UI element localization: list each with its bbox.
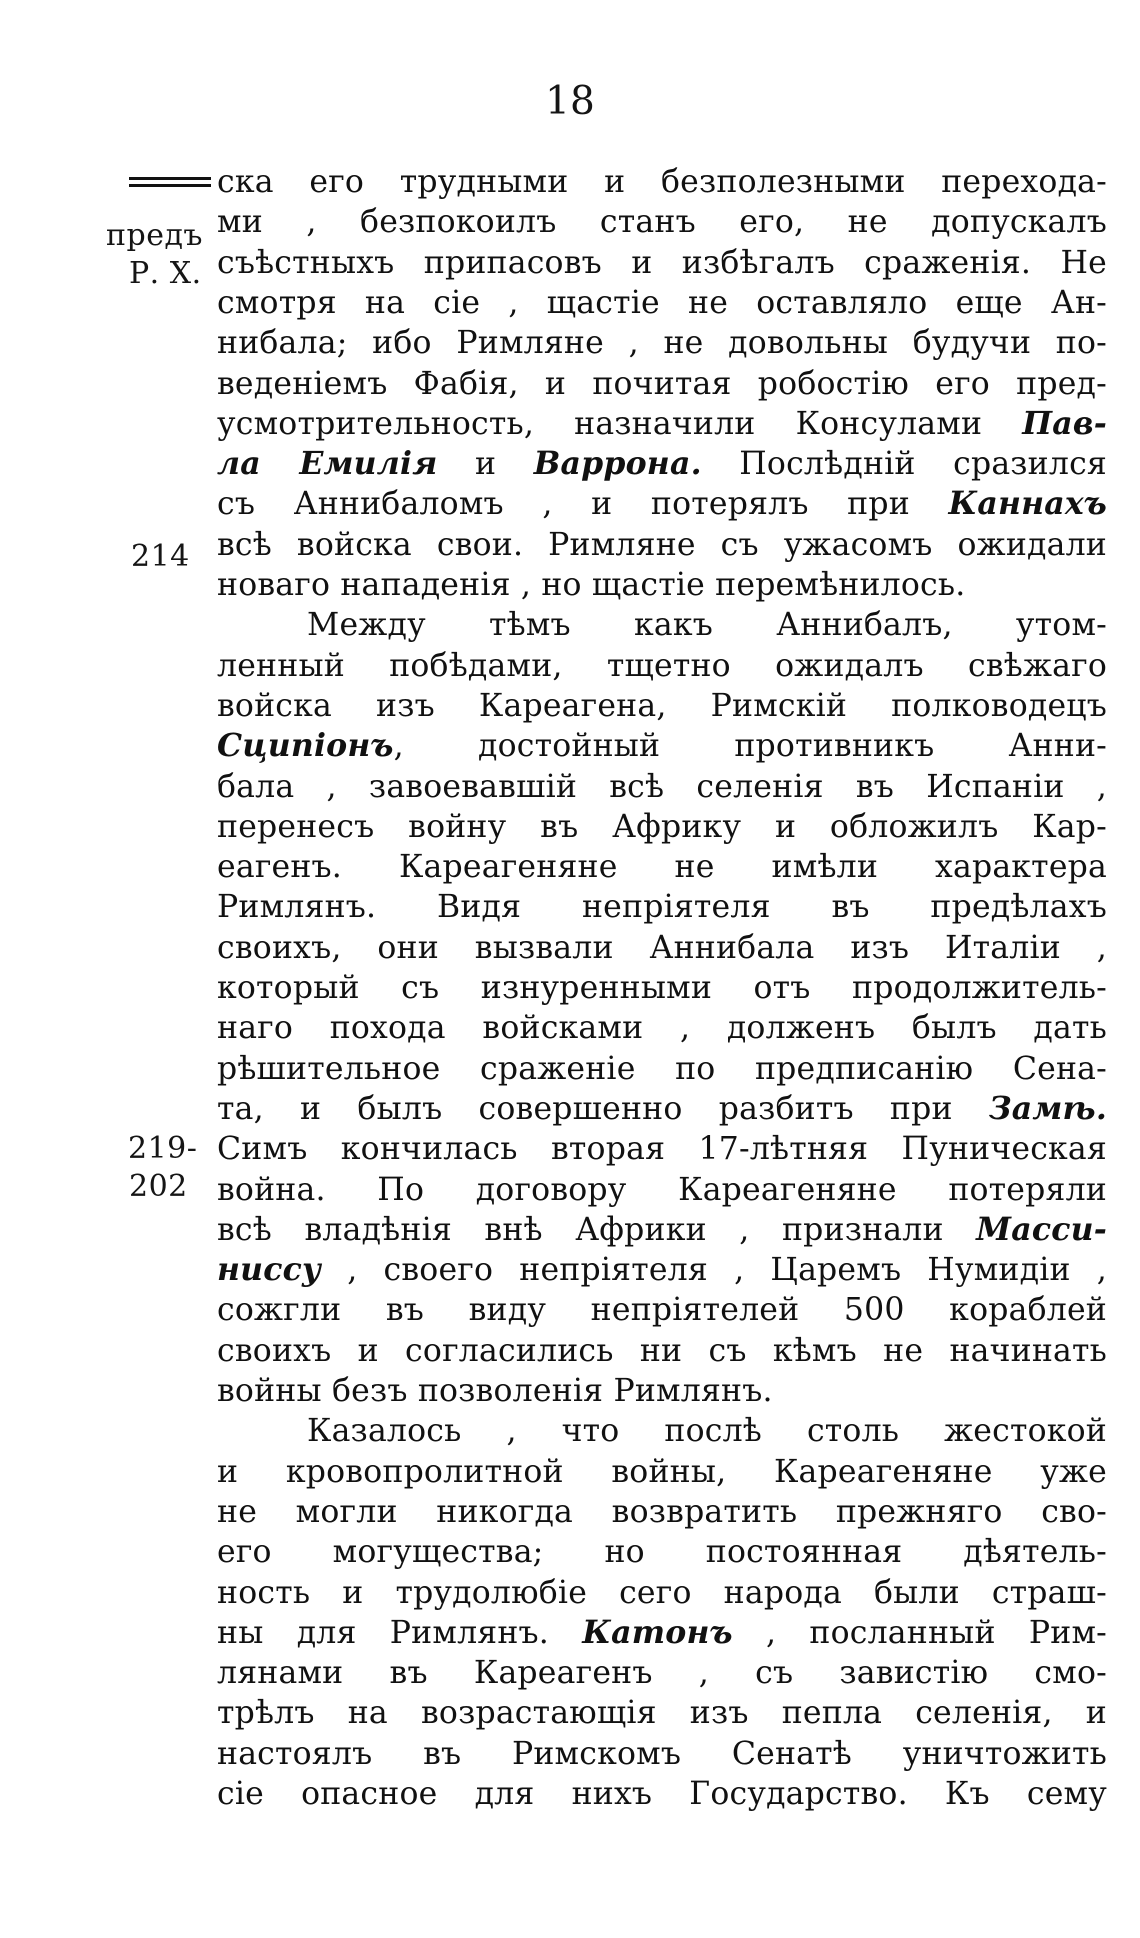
emphasized-name: Катонъ bbox=[582, 1613, 733, 1651]
text-segment: еагенъ. Кареагеняне не имѣли характера bbox=[217, 849, 1107, 886]
text-segment: ска его трудными и безполезными перехода- bbox=[217, 164, 1107, 200]
emphasized-name: Замѣ. bbox=[988, 1089, 1107, 1127]
emphasized-name: ниссу bbox=[217, 1251, 322, 1289]
text-line bbox=[217, 525, 1107, 565]
text-segment: съѣстныхъ припасовъ и избѣгалъ сраженія. Не bbox=[217, 244, 1107, 281]
text-line bbox=[217, 1331, 1107, 1371]
text-segment: нибала; ибо Римляне , не довольны будучи по- bbox=[217, 325, 1107, 362]
text-line bbox=[217, 283, 1107, 323]
text-segment: лянами въ Кареагенъ , съ завистію смо- bbox=[217, 1655, 1107, 1692]
text-line bbox=[217, 1250, 1107, 1290]
text-segment: , своего непріятеля , Царемъ Нумидіи , bbox=[321, 1252, 1107, 1289]
text-segment: ленный побѣдами, тщетно ожидалъ свѣжаго bbox=[217, 647, 1107, 684]
text-line bbox=[217, 767, 1107, 807]
text-segment: смотря на сіе , щастіе не оставляло еще Ан- bbox=[217, 284, 1107, 321]
text-line bbox=[217, 1008, 1107, 1048]
text-line bbox=[217, 646, 1107, 686]
text-line bbox=[217, 323, 1107, 363]
text-segment: трѣлъ на возрастающія изъ пепла селенія, и bbox=[217, 1695, 1107, 1732]
emphasized-name: Масси- bbox=[976, 1210, 1107, 1248]
emphasized-name: Варрона. bbox=[533, 445, 702, 483]
text-segment: ми , безпокоилъ станъ его, не допускалъ bbox=[217, 204, 1107, 241]
emphasized-name: Каннахъ bbox=[948, 485, 1107, 523]
margin-note-christ: Р. Х. bbox=[129, 256, 202, 291]
text-segment: и кровопролитной войны, Кареагеняне уже bbox=[217, 1453, 1107, 1490]
text-line bbox=[217, 968, 1107, 1008]
margin-note-year-214: 214 bbox=[131, 539, 190, 574]
text-line bbox=[217, 807, 1107, 847]
text-line bbox=[217, 202, 1107, 242]
page-number: 18 bbox=[545, 79, 595, 124]
text-segment: веденіемъ Фабія, и почитая робостію его пред- bbox=[217, 365, 1107, 402]
text-segment: и bbox=[437, 446, 534, 483]
text-line bbox=[307, 605, 1107, 645]
text-line bbox=[217, 726, 1107, 766]
text-line bbox=[217, 1653, 1107, 1693]
emphasized-name: ла Емилія bbox=[217, 445, 438, 483]
text-segment: Римлянъ. Видя непріятеля въ предѣлахъ bbox=[217, 889, 1107, 926]
text-segment: Симъ кончилась вторая 17-лѣтняя Пуническая bbox=[217, 1131, 1107, 1168]
text-line bbox=[217, 444, 1107, 484]
text-segment: та, и былъ совершенно разбитъ при bbox=[217, 1090, 989, 1127]
text-line bbox=[217, 1492, 1107, 1532]
text-line bbox=[217, 1170, 1107, 1210]
text-segment: перенесъ войну въ Африку и обложилъ Кар- bbox=[217, 808, 1107, 845]
text-line bbox=[217, 1371, 1107, 1411]
text-line bbox=[217, 1129, 1107, 1169]
text-line bbox=[217, 1573, 1107, 1613]
text-segment: войны безъ позволенія Римлянъ. bbox=[217, 1373, 773, 1409]
text-line bbox=[217, 887, 1107, 927]
text-segment: , достойный противникъ Анни- bbox=[393, 728, 1107, 765]
text-line bbox=[217, 928, 1107, 968]
emphasized-name: Сципіонъ bbox=[217, 727, 394, 765]
text-segment: своихъ, они вызвали Аннибала изъ Италіи , bbox=[217, 929, 1107, 966]
text-segment: ность и трудолюбіе сего народа были страш- bbox=[217, 1574, 1107, 1611]
text-segment: война. По договору Кареагеняне потеряли bbox=[217, 1171, 1107, 1208]
text-line bbox=[217, 1210, 1107, 1250]
emphasized-name: Пав- bbox=[1022, 404, 1107, 442]
text-segment: бала , завоевавшій всѣ селенія въ Испаніи , bbox=[217, 768, 1107, 805]
text-line bbox=[217, 686, 1107, 726]
text-line bbox=[217, 565, 1107, 605]
text-line bbox=[217, 1693, 1107, 1733]
text-segment: Между тѣмъ какъ Аннибалъ, утом- bbox=[307, 607, 1107, 644]
text-segment: ны для Римлянъ. bbox=[217, 1614, 583, 1651]
margin-note-year-202: 202 bbox=[129, 1169, 188, 1204]
text-segment: всѣ войска свои. Римляне съ ужасомъ ожидали bbox=[217, 526, 1107, 563]
text-segment: Казалось , что послѣ столь жестокой bbox=[307, 1413, 1107, 1450]
text-line bbox=[217, 364, 1107, 404]
text-line bbox=[217, 162, 1107, 202]
text-line bbox=[217, 243, 1107, 283]
text-segment: усмотрительность, назначили Консулами bbox=[217, 405, 1023, 442]
text-segment: съ Аннибаломъ , и потерялъ при bbox=[217, 486, 949, 523]
text-segment: не могли никогда возвратить прежняго сво- bbox=[217, 1493, 1107, 1530]
text-segment: всѣ владѣнія внѣ Африки , признали bbox=[217, 1211, 977, 1248]
text-segment: его могущества; но постоянная дѣятель- bbox=[217, 1534, 1107, 1571]
text-segment: рѣшительное сраженіе по предписанію Сена- bbox=[217, 1050, 1107, 1087]
text-line bbox=[217, 1452, 1107, 1492]
margin-note-before: предъ bbox=[106, 218, 204, 253]
text-line bbox=[217, 1734, 1107, 1774]
text-segment: наго похода войсками , долженъ былъ дать bbox=[217, 1010, 1107, 1047]
text-segment: Послѣдній сразился bbox=[701, 446, 1107, 483]
section-rule bbox=[129, 177, 211, 187]
text-line bbox=[217, 847, 1107, 887]
text-segment: сіе опасное для нихъ Государство. Къ сему bbox=[217, 1776, 1107, 1812]
text-line bbox=[217, 1049, 1107, 1089]
text-segment: который съ изнуренными отъ продолжитель- bbox=[217, 970, 1107, 1006]
margin-note-year-219: 219- bbox=[128, 1131, 198, 1166]
text-segment: настоялъ въ Римскомъ Сенатѣ уничтожить bbox=[217, 1735, 1107, 1772]
text-line bbox=[217, 404, 1107, 444]
text-segment: новаго нападенія , но щастіе перемѣнилось. bbox=[217, 567, 966, 603]
text-segment: своихъ и согласились ни съ кѣмъ не начинать bbox=[217, 1332, 1107, 1369]
text-line bbox=[217, 1774, 1107, 1814]
text-segment: , посланный Рим- bbox=[732, 1614, 1107, 1651]
text-segment: войска изъ Кареагена, Римскій полководецъ bbox=[217, 687, 1107, 724]
text-segment: сожгли въ виду непріятелей 500 кораблей bbox=[217, 1292, 1107, 1329]
text-line bbox=[307, 1411, 1107, 1451]
text-line bbox=[217, 1613, 1107, 1653]
text-line bbox=[217, 1290, 1107, 1330]
text-line bbox=[217, 484, 1107, 524]
text-line bbox=[217, 1532, 1107, 1572]
text-line bbox=[217, 1089, 1107, 1129]
